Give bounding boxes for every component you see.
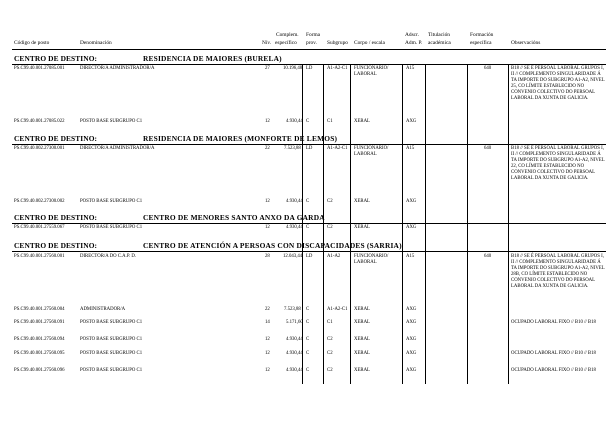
- cell-code: PS.C99.40.001.27085.001: [14, 66, 65, 71]
- cell-forma: LD: [306, 146, 313, 151]
- cell-subgrupo: C2: [327, 199, 333, 204]
- cell-denom: DIRECTOR/A DO C.A.P. D.: [80, 254, 137, 259]
- cell-subgrupo: C2: [327, 225, 333, 230]
- cell-adscr: AXG: [406, 337, 417, 342]
- cell-form: 640: [484, 66, 492, 71]
- section-rule: [12, 251, 606, 252]
- section-label: CENTRO DE DESTINO:: [14, 241, 98, 250]
- cell-corpo: XERAL: [354, 320, 370, 325]
- cell-nivel: 12: [265, 119, 270, 124]
- cell-code: PS.C99.40.001.27560.001: [14, 254, 65, 259]
- column-divider: [402, 64, 403, 384]
- cell-denom: ADMINISTRADOR/A: [80, 307, 126, 312]
- cell-nivel: 12: [265, 225, 270, 230]
- column-divider: [467, 64, 468, 384]
- cell-complem: 10.196,48: [283, 66, 303, 71]
- cell-adscr: A15: [406, 146, 415, 151]
- cell-complem: 7.523,88: [284, 146, 301, 151]
- cell-nivel: 12: [265, 199, 270, 204]
- cell-corpo: FUNCIONARIO/ LABORAL: [354, 66, 389, 78]
- cell-forma: C: [306, 119, 310, 124]
- cell-form: 640: [484, 254, 492, 259]
- cell-nivel: 22: [265, 146, 270, 151]
- cell-subgrupo: A1-A2-C1: [327, 307, 348, 312]
- cell-code: PS.C99.40.001.27560.094: [14, 337, 65, 342]
- cell-nivel: 12: [265, 368, 270, 373]
- cell-denom: DIRECTOR/A ADMINISTRADOR/A: [80, 66, 155, 71]
- header-denominacion: Denominación: [80, 40, 112, 46]
- section-rule: [12, 223, 606, 224]
- cell-complem: 4.930,44: [286, 337, 303, 342]
- section-title: RESIDENCIA DE MAIORES (BURELA): [143, 54, 282, 63]
- cell-complem: 7.523,88: [284, 307, 301, 312]
- section-title: CENTRO DE ATENCIÓN A PERSOAS CON DISCAPACIDADES (SARRIA): [143, 241, 402, 250]
- cell-code: PS.C99.40.002.27300.001: [14, 146, 65, 151]
- cell-subgrupo: C2: [327, 337, 333, 342]
- cell-corpo: XERAL: [354, 368, 370, 373]
- header-forma-bottom: prov.: [306, 40, 317, 46]
- header-formacion-top: Formación: [470, 32, 494, 38]
- cell-forma: LD: [306, 66, 313, 71]
- cell-denom: POSTO BASE SUBGRUPO C1: [80, 320, 143, 325]
- cell-nivel: 12: [265, 337, 270, 342]
- header-rule: [12, 49, 606, 50]
- section-rule: [12, 144, 606, 145]
- cell-adscr: A15: [406, 66, 415, 71]
- section-rule: [12, 64, 606, 65]
- cell-code: PS.C99.40.001.27559.067: [14, 225, 65, 230]
- header-subgrupo: Subgrupo: [327, 40, 348, 46]
- cell-subgrupo: C1: [327, 320, 333, 325]
- cell-denom: POSTO BASE SUBGRUPO C1: [80, 337, 143, 342]
- cell-corpo: XERAL: [354, 225, 370, 230]
- header-codigo: Código de posto: [14, 40, 50, 46]
- cell-subgrupo: A1-A2-C1: [327, 146, 348, 151]
- header-complem-top: Complem.: [276, 32, 299, 38]
- cell-nivel: 12: [265, 351, 270, 356]
- column-divider: [425, 64, 426, 384]
- cell-obs: B18 // SE É PERSOAL LABORAL GRUPOS I, II // COMPLEMENTO SINGULARIDADE Á TA IMPORTE DO SUBGRUPO A1-A2, NIVEL 22, CO LÍMITE ESTABLECIDO NO CONVENIO COLECTIVO DO PERSOAL LABORAL DA XUNTA DE GALICIA.: [511, 146, 605, 181]
- column-divider: [508, 64, 509, 384]
- cell-adscr: AXG: [406, 225, 417, 230]
- cell-corpo: FUNCIONARIO/ LABORAL: [354, 254, 389, 266]
- cell-adscr: AXG: [406, 368, 417, 373]
- header-forma-top: Forma: [306, 32, 321, 38]
- header-complem-bottom: específico: [275, 40, 297, 46]
- section-title: CENTRO DE MENORES SANTO ANXO DA GARDA: [143, 213, 325, 222]
- header-titulacion-top: Titulación: [428, 32, 450, 38]
- column-divider: [302, 64, 303, 384]
- cell-complem: 5.171,60: [286, 320, 303, 325]
- cell-complem: 4.930,44: [286, 119, 303, 124]
- section-label: CENTRO DE DESTINO:: [14, 213, 98, 222]
- header-corpo: Corpo / escala: [354, 40, 385, 46]
- cell-obs: OCUPADO LABORAL FIXO // B10 // B18: [511, 368, 596, 373]
- section-label: CENTRO DE DESTINO:: [14, 54, 98, 63]
- cell-adscr: AXG: [406, 119, 417, 124]
- cell-form: 640: [484, 146, 492, 151]
- header-titulacion-bottom: académica: [428, 40, 451, 46]
- cell-corpo: FUNCIONARIO/ LABORAL: [354, 146, 389, 158]
- cell-forma: C: [306, 307, 310, 312]
- cell-forma: C: [306, 320, 310, 325]
- cell-forma: C: [306, 225, 310, 230]
- cell-nivel: 14: [265, 320, 270, 325]
- column-divider: [350, 64, 351, 384]
- cell-subgrupo: C2: [327, 351, 333, 356]
- cell-code: PS.C99.40.001.27560.095: [14, 351, 65, 356]
- cell-nivel: 28: [265, 254, 270, 259]
- cell-corpo: XERAL: [354, 199, 370, 204]
- cell-forma: C: [306, 351, 310, 356]
- cell-denom: DIRECTOR/A ADMINISTRADOR/A: [80, 146, 155, 151]
- cell-adscr: AXG: [406, 351, 417, 356]
- cell-forma: C: [306, 199, 310, 204]
- cell-subgrupo: A1-A2-C1: [327, 66, 348, 71]
- cell-denom: POSTO BASE SUBGRUPO C1: [80, 119, 143, 124]
- section-label: CENTRO DE DESTINO:: [14, 134, 98, 143]
- cell-forma: LD: [306, 254, 313, 259]
- cell-corpo: XERAL: [354, 307, 370, 312]
- cell-forma: C: [306, 368, 310, 373]
- cell-denom: POSTO BASE SUBGRUPO C1: [80, 199, 143, 204]
- cell-code: PS.C99.40.001.27085.022: [14, 119, 65, 124]
- cell-adscr: A15: [406, 254, 415, 259]
- cell-complem: 4.930,44: [286, 351, 303, 356]
- cell-code: PS.C99.40.002.27300.002: [14, 199, 65, 204]
- cell-corpo: XERAL: [354, 351, 370, 356]
- cell-code: PS.C99.40.001.27560.096: [14, 368, 65, 373]
- cell-complem: 12.043,44: [283, 254, 303, 259]
- header-adscr-bottom: Adm. P.: [405, 40, 423, 46]
- cell-subgrupo: C2: [327, 368, 333, 373]
- section-title: RESIDENCIA DE MAIORES (MONFORTE DE LEMOS): [143, 134, 338, 143]
- cell-corpo: XERAL: [354, 337, 370, 342]
- column-divider: [323, 64, 324, 384]
- cell-complem: 4.930,44: [286, 225, 303, 230]
- header-observaciones: Observacións: [511, 40, 541, 46]
- cell-obs: B18 // SE É PERSOAL LABORAL GRUPOS I, II // COMPLEMENTO SINGULARIDADE Á TA IMPORTE DO SUBGRUPO A1-A2, NIVEL 25, CO LÍMITE ESTABLECIDO NO CONVENIO COLECTIVO DO PERSOAL LABORAL DA XUNTA DE GALICIA.: [511, 66, 605, 101]
- cell-corpo: XERAL: [354, 119, 370, 124]
- cell-subgrupo: C1: [327, 119, 333, 124]
- cell-adscr: AXG: [406, 199, 417, 204]
- cell-complem: 4.930,44: [286, 199, 303, 204]
- header-adscr-top: Adscr.: [405, 32, 419, 38]
- cell-nivel: 27: [265, 66, 270, 71]
- cell-denom: POSTO BASE SUBGRUPO C1: [80, 368, 143, 373]
- cell-obs: OCUPADO LABORAL FIXO // B10 // B18: [511, 320, 596, 325]
- cell-code: PS.C99.40.001.27560.091: [14, 320, 65, 325]
- cell-forma: C: [306, 337, 310, 342]
- cell-obs: OCUPADO LABORAL FIXO // B10 // B18: [511, 351, 596, 356]
- header-formacion-bottom: específica: [470, 40, 492, 46]
- cell-obs: B18 // SE É PERSOAL LABORAL GRUPOS I, II // COMPLEMENTO SINGULARIDADE Á TA IMPORTE DO SUBGRUPO A1-A2, NIVEL 28B, CO LÍMITE ESTABLECIDO NO CONVENIO COLECTIVO DO PERSOAL LABORAL DA XUNTA DE GALICIA.: [511, 254, 605, 289]
- cell-code: PS.C99.40.001.27560.004: [14, 307, 65, 312]
- cell-subgrupo: A1-A2: [327, 254, 341, 259]
- cell-denom: POSTO BASE SUBGRUPO C1: [80, 351, 143, 356]
- cell-nivel: 22: [265, 307, 270, 312]
- cell-adscr: AXG: [406, 307, 417, 312]
- header-nivel: Nív.: [262, 40, 272, 46]
- cell-complem: 4.930,44: [286, 368, 303, 373]
- cell-adscr: AXG: [406, 320, 417, 325]
- cell-denom: POSTO BASE SUBGRUPO C1: [80, 225, 143, 230]
